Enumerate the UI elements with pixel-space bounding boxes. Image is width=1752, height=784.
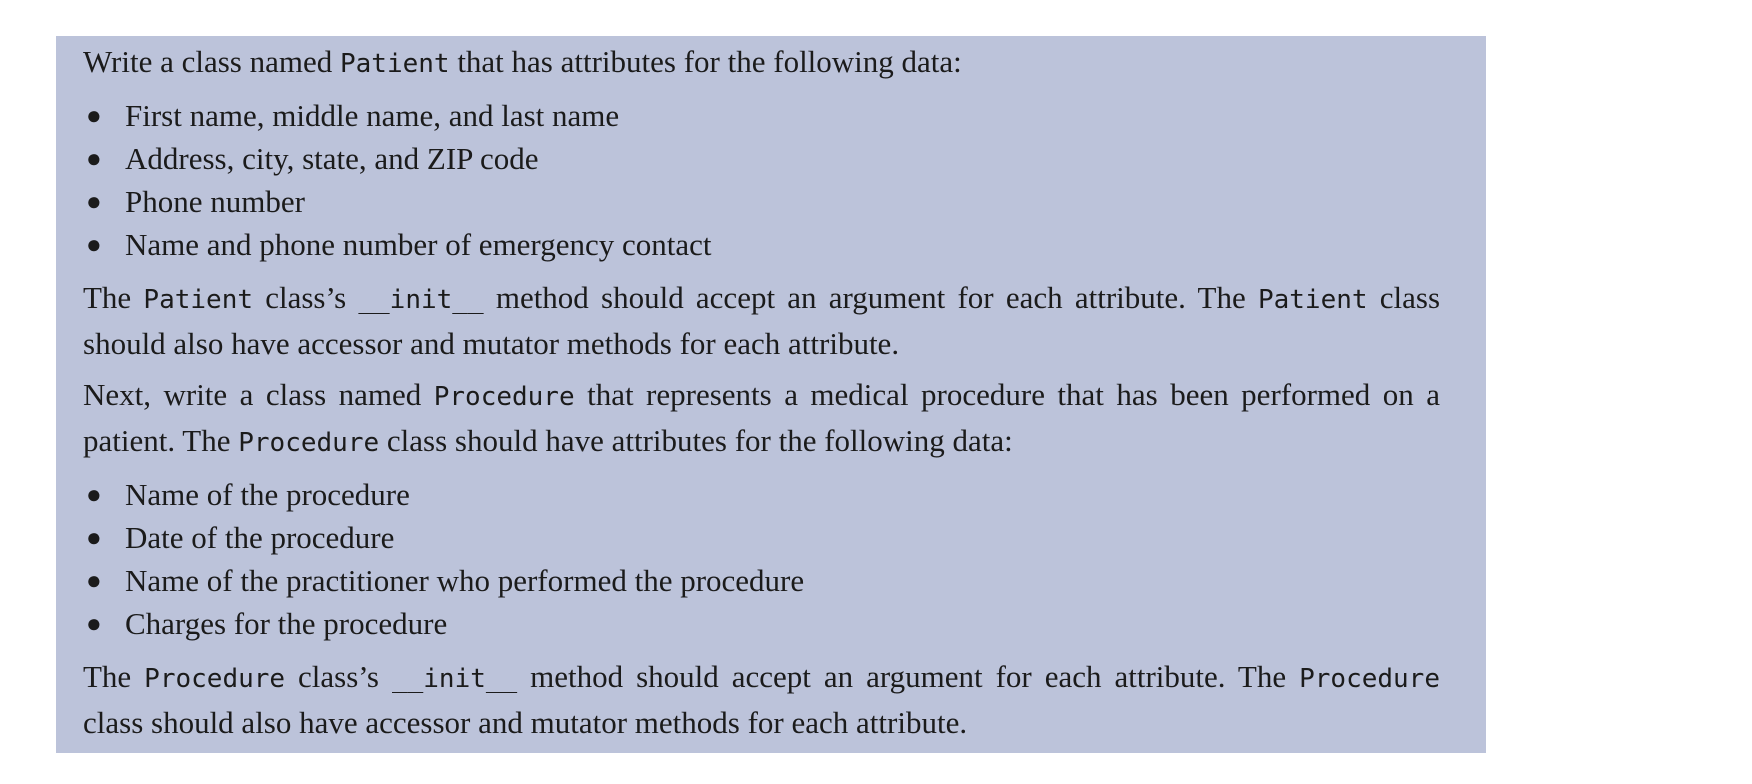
code-init: __init__ — [391, 664, 518, 694]
code-procedure: Procedure — [144, 664, 286, 694]
list-item-text: Phone number — [125, 184, 305, 219]
text-fragment: class should have attributes for the following data: — [379, 423, 1013, 458]
text-fragment: method should accept an argument for each attribute. The — [517, 659, 1300, 694]
text-fragment: that represents a medical procedure that has been performed on a patient. The — [83, 377, 1440, 458]
list-item — [83, 559, 1440, 602]
code-procedure: Procedure — [238, 428, 380, 458]
bullet-icon: ● — [86, 187, 102, 216]
bullet-icon: ● — [86, 609, 102, 638]
bullet-icon: ● — [86, 230, 102, 259]
patient-attributes-list — [83, 94, 1440, 266]
list-item — [83, 180, 1440, 223]
list-item — [83, 602, 1440, 645]
bullet-icon: ● — [86, 144, 102, 173]
text-fragment: class’s — [285, 659, 392, 694]
procedure-init-paragraph — [83, 655, 1440, 744]
list-item-text: Charges for the procedure — [125, 606, 448, 641]
list-item-text: Name and phone number of emergency contact — [125, 227, 712, 262]
list-item — [83, 94, 1440, 137]
text-fragment: Write a class named — [83, 44, 340, 79]
exercise-panel — [56, 36, 1486, 753]
patient-intro-paragraph — [83, 36, 1440, 86]
text-fragment: that has attributes for the following data: — [449, 44, 962, 79]
list-item-text: Name of the procedure — [125, 477, 410, 512]
text-fragment: Next, write a class named — [83, 377, 434, 412]
text-fragment: class should also have accessor and mutator methods for each attribute. — [83, 280, 1441, 361]
code-patient: Patient — [1257, 285, 1368, 315]
code-patient: Patient — [339, 49, 450, 79]
code-procedure: Procedure — [433, 382, 575, 412]
list-item — [83, 473, 1440, 516]
procedure-attributes-list — [83, 473, 1440, 645]
bullet-icon: ● — [86, 566, 102, 595]
code-patient: Patient — [143, 285, 253, 315]
spacer — [83, 365, 1440, 373]
list-item — [83, 516, 1440, 559]
bullet-icon: ● — [86, 101, 102, 130]
procedure-intro-paragraph — [83, 373, 1440, 465]
list-item — [83, 223, 1440, 266]
list-item-text: Date of the procedure — [125, 520, 395, 555]
bullet-icon: ● — [86, 480, 102, 509]
text-fragment: The — [83, 280, 144, 315]
list-item — [83, 137, 1440, 180]
list-item-text: First name, middle name, and last name — [125, 98, 620, 133]
code-init: __init__ — [358, 285, 484, 315]
list-item-text: Address, city, state, and ZIP code — [125, 141, 539, 176]
text-fragment: The — [83, 659, 145, 694]
text-fragment: class’s — [253, 280, 359, 315]
bullet-icon: ● — [86, 523, 102, 552]
list-item-text: Name of the practitioner who performed the procedure — [125, 563, 805, 598]
code-procedure: Procedure — [1299, 664, 1440, 694]
text-fragment: method should accept an argument for each attribute. The — [483, 280, 1258, 315]
text-fragment: class should also have accessor and mutator methods for each attribute. — [83, 705, 968, 740]
patient-init-paragraph — [83, 276, 1440, 365]
